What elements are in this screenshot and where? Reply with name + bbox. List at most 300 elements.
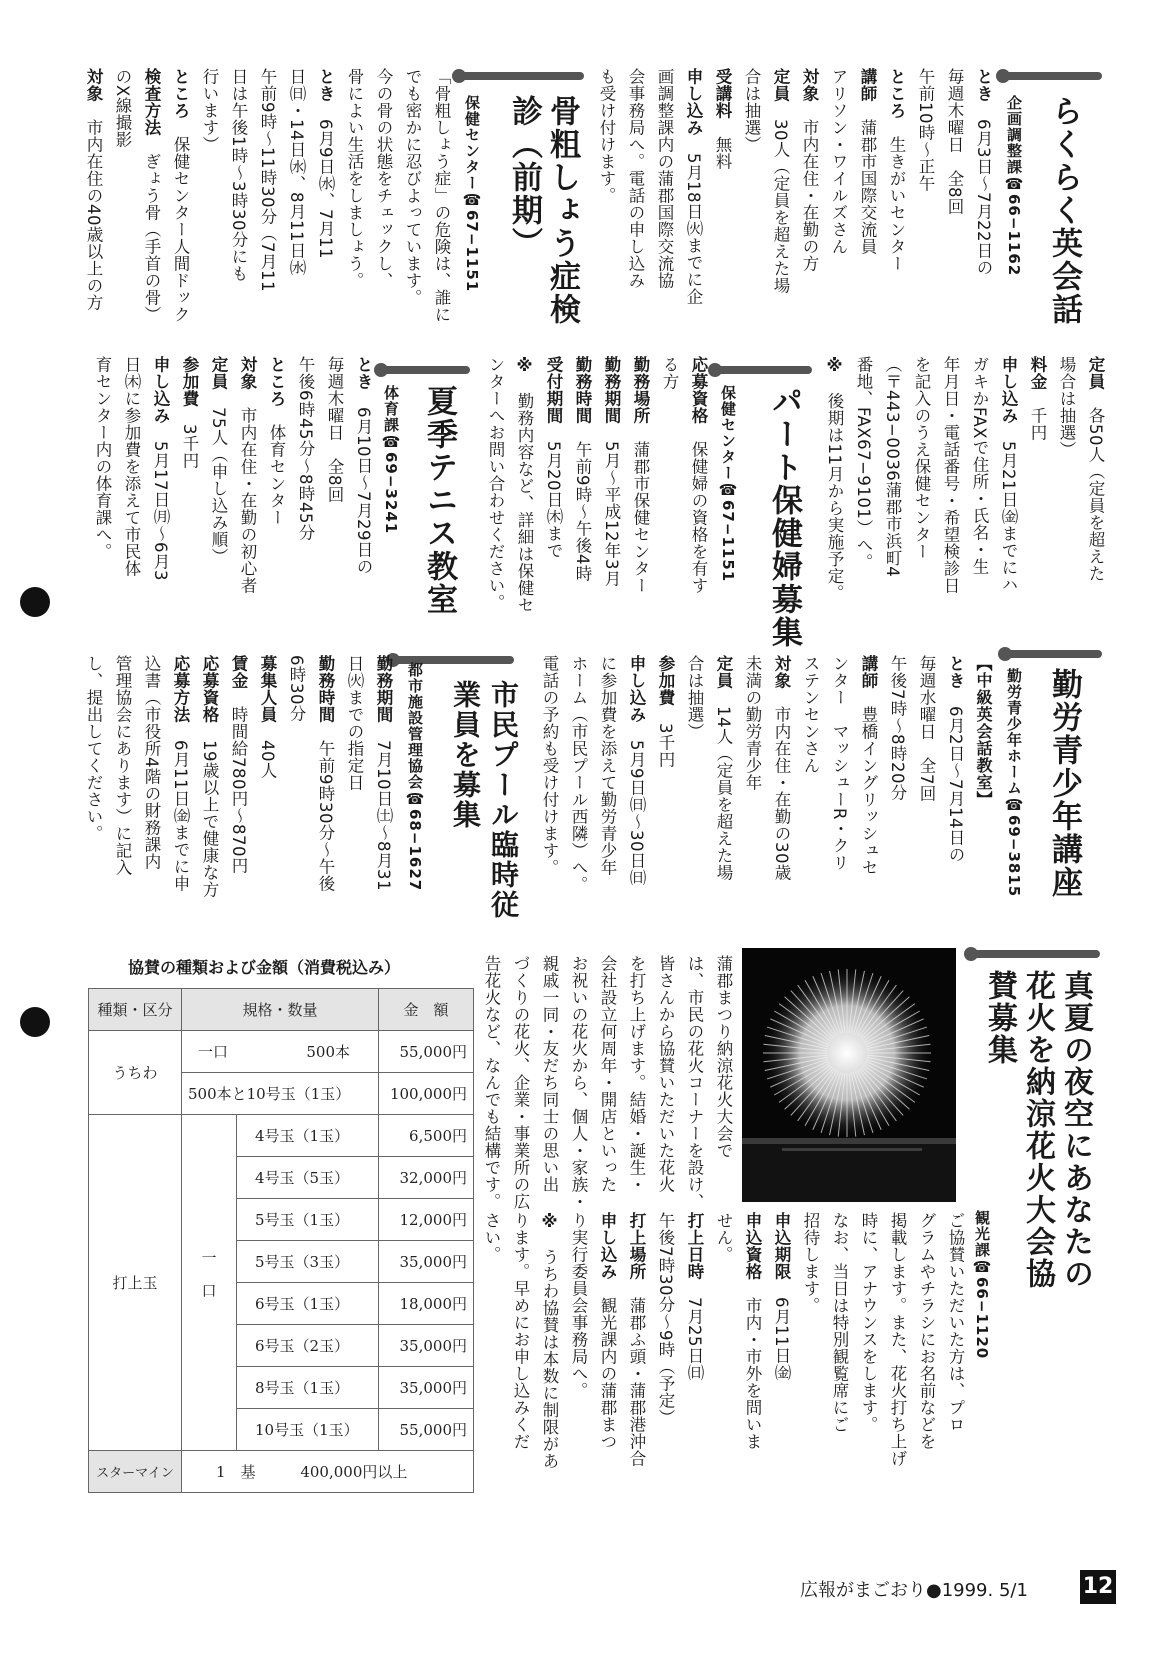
field-value: 市内在住・在勤の初心者 — [238, 407, 257, 594]
fee-cell-spec — [182, 1031, 379, 1073]
fee-spec: 4号玉（5玉） — [237, 1157, 379, 1199]
field-value: 市内在住・在勤の30歳 — [772, 706, 791, 881]
field-value: 午後6時45分〜8時45分 — [296, 356, 315, 541]
text-line — [709, 955, 738, 1215]
field-label: 対象 — [772, 655, 791, 689]
fireworks-photo — [742, 948, 956, 1202]
field-value: 今の骨の状態をチェックし、 — [374, 68, 393, 289]
fee-spec: 10号玉（1玉） — [237, 1409, 379, 1451]
text-line — [708, 68, 737, 350]
field-value: （〒443−0036蒲郡市浜町4 — [883, 356, 902, 578]
field-value: は、市民の花火コーナーを設け、 — [685, 955, 704, 1210]
field-label: 応募方法 — [171, 655, 190, 723]
field-value: 7月10日㈯〜8月31 — [374, 740, 393, 891]
field-value: 電話の予約も受け付けます。 — [540, 655, 559, 876]
field-value: 市内在住の40歳以上の方 — [84, 119, 103, 311]
dept-eikaiwa: 企画調整課☎66−1162 — [1005, 95, 1023, 277]
field-label: 定員 — [209, 356, 228, 390]
fee-price: 35,000円 — [379, 1367, 474, 1409]
text-line — [291, 356, 320, 626]
field-value: 合は抽選） — [685, 655, 704, 740]
text-line — [622, 655, 651, 927]
text-line — [224, 655, 253, 927]
text-line — [510, 356, 539, 626]
body-kinro — [530, 655, 970, 927]
field-value: 40人 — [258, 740, 277, 779]
field-value: せん。 — [714, 1212, 733, 1263]
text-line — [564, 1212, 593, 1512]
field-value: ガキかFAXで住所・氏名・生 — [970, 356, 989, 576]
text-line — [195, 68, 224, 350]
field-value: アリソン・ワイルズさん — [829, 68, 848, 255]
field-label: 定員 — [714, 655, 733, 689]
text-line — [820, 356, 849, 626]
text-line — [80, 655, 108, 927]
text-line — [593, 1212, 622, 1512]
text-line — [340, 655, 369, 927]
field-value: 午後7時〜8時20分 — [888, 655, 907, 801]
field-value: 番地、FAX67−9101）へ。 — [854, 356, 873, 571]
field-label: 勤務時間 — [316, 655, 335, 723]
fee-starmine-qty: 1 基 — [216, 1463, 256, 1481]
fee-uchiwa-label: うちわ — [89, 1031, 182, 1115]
field-value: ります。早めにお申し込みくだ — [511, 1212, 530, 1450]
field-label: 対象 — [238, 356, 257, 390]
field-value: 日は午後1時〜3時30分にも — [229, 68, 248, 282]
text-line — [224, 68, 253, 350]
text-line — [941, 1212, 970, 1512]
field-label: 勤務時間 — [573, 356, 592, 424]
text-line — [738, 655, 767, 927]
text-line — [564, 955, 593, 1215]
field-value: る方 — [660, 356, 679, 390]
text-line — [535, 955, 564, 1215]
text-line — [878, 356, 907, 626]
field-value: 無料 — [713, 136, 732, 170]
text-line — [506, 1212, 535, 1512]
text-line — [262, 356, 291, 626]
text-line — [738, 1212, 767, 1512]
fee-price: 35,000円 — [379, 1325, 474, 1367]
field-label: 申し込み — [598, 1212, 617, 1280]
section-bar — [968, 950, 1100, 958]
text-line — [912, 655, 941, 927]
text-line — [849, 356, 878, 626]
field-value: 生きがいセンター — [887, 136, 906, 272]
dept-hokenfu: 保健センター☎67−1151 — [719, 385, 737, 583]
field-value: 3千円 — [180, 424, 199, 469]
field-label: ※ — [540, 1212, 559, 1232]
field-value: も受け付けます。 — [597, 68, 616, 204]
page-number: 12 — [1080, 1570, 1116, 1604]
text-line — [480, 955, 506, 1215]
field-value: ステンセンさん — [801, 655, 820, 774]
field-label: 勤務期間 — [374, 655, 393, 723]
text-line — [320, 356, 349, 626]
text-line — [737, 68, 766, 350]
field-label: ところ — [171, 68, 190, 119]
text-line — [825, 655, 854, 927]
fee-spec: 6号玉（1玉） — [237, 1283, 379, 1325]
field-value: 未満の勤労青少年 — [743, 655, 762, 791]
field-value: 合は抽選） — [742, 68, 761, 153]
text-line — [195, 655, 224, 927]
text-line — [427, 68, 456, 350]
field-label: ところ — [267, 356, 286, 407]
dept-tennis: 体育課☎69−3241 — [382, 385, 400, 535]
section-title-kotsuso: 骨粗しょう症検診（前期） — [506, 95, 580, 326]
fee-price: 35,000円 — [379, 1241, 474, 1283]
table-row — [89, 1115, 474, 1157]
text-line — [767, 655, 796, 927]
field-value: 6時30分 — [287, 655, 306, 722]
field-value: 体育センター — [267, 424, 286, 526]
field-label: 定員 — [771, 68, 790, 102]
field-label: とき — [354, 356, 373, 390]
text-line — [593, 955, 622, 1215]
dept-kinro: 勤労青少年ホーム☎69−3815 — [1005, 668, 1023, 898]
field-label: 定員 — [1086, 356, 1105, 390]
fee-hitokuchi-label: 一口 — [199, 1249, 218, 1316]
field-value: 午前9時30分〜午後 — [316, 740, 335, 892]
text-line — [253, 655, 282, 927]
field-label: 受講料 — [713, 68, 732, 119]
field-value: 保健センター人間ドック — [171, 136, 190, 323]
section-title-hokenfu: パート保健婦募集 — [766, 385, 802, 649]
field-label: 料金 — [1028, 356, 1047, 390]
field-label: ※ — [825, 356, 844, 376]
dept-kotsuso: 保健センター☎67−1151 — [463, 95, 481, 293]
text-line — [535, 655, 564, 927]
field-value: 画調整課内の蒲郡国際交流協 — [655, 68, 674, 289]
text-line — [481, 356, 510, 626]
field-label: 参加費 — [180, 356, 199, 407]
fee-header-type: 種類・区分 — [89, 989, 182, 1031]
field-value: を打ち上げます。結婚・誕生・ — [627, 955, 646, 1193]
field-value: 毎週木曜日 全8回 — [325, 356, 344, 503]
text-line — [684, 356, 713, 626]
fee-price: 32,000円 — [379, 1157, 474, 1199]
field-label: 受付期間 — [544, 356, 563, 424]
text-line — [709, 1212, 738, 1512]
table-row — [89, 1451, 474, 1493]
text-line — [340, 68, 369, 350]
fee-price: 12,000円 — [379, 1199, 474, 1241]
field-value: お祝いの花火から、個人・家族・ — [569, 955, 588, 1210]
section-title-kinro: 勤労青少年講座 — [1046, 668, 1082, 899]
text-line — [80, 68, 108, 350]
text-line — [940, 68, 969, 350]
section-bar — [456, 72, 584, 80]
field-value: 行います） — [200, 68, 219, 153]
field-value: 年月日・電話番号・希望検診日 — [941, 356, 960, 594]
text-line — [349, 356, 378, 626]
field-value: うちわ協賛は本数に制限があ — [540, 1248, 559, 1470]
field-value: 75人（申し込み順） — [209, 407, 228, 565]
field-label: 打上日時 — [685, 1212, 704, 1280]
field-value: に参加費を添えて勤労青少年 — [598, 655, 617, 876]
fee-header-price: 金 額 — [379, 989, 474, 1031]
text-line — [1023, 356, 1052, 626]
field-value: 掲載します。また、花火打ち上げ — [888, 1212, 907, 1467]
field-value: 会事務局へ。電話の申し込み — [626, 68, 645, 289]
field-label: 申し込み — [999, 356, 1018, 424]
fee-spec: 5号玉（1玉） — [237, 1199, 379, 1241]
field-label: 打上場所 — [627, 1212, 646, 1280]
text-line — [994, 356, 1023, 626]
field-value: 親戚一同・友だち同士の思い出 — [540, 955, 559, 1193]
field-value: 蒲郡まつり納涼花火大会で — [714, 955, 733, 1159]
fee-spec: 4号玉（1玉） — [237, 1115, 379, 1157]
text-line — [680, 655, 709, 927]
text-line — [651, 955, 680, 1215]
text-line — [767, 1212, 796, 1512]
field-value: 「骨粗しょう症」の危険は、誰に — [432, 68, 451, 323]
field-label: 応募資格 — [200, 655, 219, 723]
field-label: 対象 — [800, 68, 819, 102]
field-value: ぎょう骨（手首の骨） — [142, 153, 161, 323]
text-line — [795, 68, 824, 350]
field-value: 市内・市外を問いま — [743, 1297, 762, 1450]
text-line — [166, 655, 195, 927]
text-line — [883, 1212, 912, 1512]
text-line — [651, 655, 680, 927]
text-line — [853, 68, 882, 350]
fee-table — [88, 988, 474, 1493]
text-line — [311, 655, 340, 927]
field-label: 申し込み — [151, 356, 170, 424]
fee-price: 55,000円 — [379, 1409, 474, 1451]
text-line — [626, 356, 655, 626]
text-line — [796, 655, 825, 927]
text-line — [882, 68, 911, 350]
field-value: 6月11日㈮ — [772, 1297, 791, 1381]
text-line — [480, 1212, 506, 1512]
field-value: し、提出してください。 — [84, 655, 103, 842]
field-value: 14人（定員を超えた場 — [714, 706, 733, 881]
fee-starmine-label: スターマイン — [89, 1451, 182, 1493]
field-label: 講師 — [859, 655, 878, 689]
fee-starmine-cell — [182, 1451, 474, 1493]
field-value: 招待します。 — [801, 1212, 820, 1314]
text-line — [622, 1212, 651, 1512]
text-line — [398, 68, 427, 350]
field-value: 骨によい生活をしましょう。 — [345, 68, 364, 289]
dept-pool: 都市施設管理協会☎68−1627 — [406, 662, 424, 892]
body-kotsuso-cont — [820, 356, 1110, 626]
field-label: 対象 — [84, 68, 103, 102]
field-value: 育センター内の体育課へ。 — [93, 356, 112, 560]
body-pool — [80, 655, 398, 927]
fee-price: 18,000円 — [379, 1283, 474, 1325]
text-line — [766, 68, 795, 350]
text-line — [941, 655, 970, 927]
fee-spec: 一口 — [198, 1043, 229, 1061]
field-value: のX線撮影 — [113, 68, 132, 148]
text-line — [175, 356, 204, 626]
field-label: 申し込み — [627, 655, 646, 723]
field-label: 賃金 — [229, 655, 248, 689]
field-label: とき — [946, 655, 965, 689]
field-value: 毎週木曜日 全8回 — [945, 68, 964, 215]
field-value: 5月17日㈪〜6月3 — [151, 441, 170, 581]
field-label: ところ — [887, 68, 906, 119]
text-line — [137, 68, 166, 350]
section-bar — [1000, 72, 1102, 80]
field-value: 19歳以上で健康な方 — [200, 740, 219, 898]
field-value: 場合は抽選） — [1057, 356, 1076, 458]
section-title-eikaiwa: らくらく英会話 — [1046, 95, 1082, 326]
field-value: 毎週水曜日 全7回 — [917, 655, 936, 802]
text-line — [680, 1212, 709, 1512]
text-line — [117, 356, 146, 626]
body-hanabi-intro — [480, 955, 738, 1215]
text-line — [535, 1212, 564, 1512]
field-value: 午後7時30分〜9時（予定） — [656, 1212, 675, 1426]
text-line — [912, 1212, 941, 1512]
text-line — [824, 68, 853, 350]
field-value: 蒲郡市国際交流員 — [858, 119, 877, 255]
field-value: 午前9時〜午後4時 — [573, 441, 592, 582]
field-value: づくりの花火、企業・事業所の広 — [511, 955, 530, 1210]
text-line — [311, 68, 340, 350]
text-line — [282, 68, 311, 350]
field-value: 蒲郡市保健センター — [631, 441, 650, 594]
field-value: 3千円 — [656, 723, 675, 768]
text-line — [369, 68, 398, 350]
text-line — [253, 68, 282, 350]
fee-table-caption: 協賛の種類および金額（消費税込み） — [128, 958, 401, 977]
field-value: 午前9時〜11時30分（7月11 — [258, 68, 277, 292]
field-value: 豊橋イングリッシュセ — [859, 706, 878, 876]
subtitle-kinro: 【中級英会話教室】 — [974, 655, 993, 808]
text-line — [796, 1212, 825, 1512]
dept-hanabi: 観光課☎66−1120 — [973, 1210, 991, 1360]
field-label: 応募資格 — [689, 356, 708, 424]
fee-spec: 8号玉（1玉） — [237, 1367, 379, 1409]
field-value: 30人（定員を超えた場 — [771, 119, 790, 294]
text-line — [650, 68, 679, 350]
field-value: 5月21日㈮までにハ — [999, 441, 1018, 593]
field-value: 午前10時〜正午 — [916, 68, 935, 192]
body-hanabi-details — [480, 1212, 970, 1512]
text-line — [907, 356, 936, 626]
field-value: 6月10日〜7月29日の — [354, 407, 373, 575]
text-line — [1052, 356, 1081, 626]
text-line — [655, 356, 684, 626]
field-label: とき — [316, 68, 335, 102]
field-label: 申込資格 — [743, 1212, 762, 1280]
field-value: 管理協会にあります）に記入 — [113, 655, 132, 876]
fee-qty: 500本 — [306, 1043, 350, 1061]
field-value: 会社設立何周年・開店といった — [598, 955, 617, 1193]
text-line — [233, 356, 262, 626]
text-line — [854, 1212, 883, 1512]
text-line — [621, 68, 650, 350]
section-title-hanabi: 真夏の夜空にあなたの花火を納涼花火大会協賛募集 — [982, 970, 1093, 1290]
text-line — [1081, 356, 1110, 626]
section-bar — [712, 366, 812, 374]
text-line — [506, 955, 535, 1215]
text-line — [825, 1212, 854, 1512]
field-value: 5月18日㈫までに企 — [684, 153, 703, 305]
fee-spec: 500本と10号玉（1玉） — [182, 1073, 379, 1115]
text-line — [854, 655, 883, 927]
field-value: を記入のうえ保健センター — [912, 356, 931, 560]
fee-price: 55,000円 — [379, 1031, 474, 1073]
text-line — [568, 356, 597, 626]
field-value: 5月〜平成12年3月 — [602, 441, 621, 587]
field-value: 観光課内の蒲郡まつ — [598, 1297, 617, 1450]
field-value: さい。 — [482, 1212, 501, 1263]
text-line — [597, 356, 626, 626]
binding-hole — [20, 587, 50, 617]
field-value: ンター マッシューR・クリ — [830, 655, 849, 871]
text-line — [680, 955, 709, 1215]
text-line — [593, 655, 622, 927]
field-value: り実行委員会事務局へ。 — [569, 1212, 588, 1399]
body-eikaiwa — [590, 68, 998, 350]
text-line — [592, 68, 621, 350]
field-value: 市内在住・在勤の方 — [800, 119, 819, 272]
text-line — [166, 68, 195, 350]
section-bar — [1002, 650, 1102, 658]
text-line — [88, 356, 117, 626]
field-value: ンターへお問い合わせください。 — [486, 356, 505, 611]
field-value: 日㈫までの指定日 — [345, 655, 364, 791]
field-value: 6月3日〜7月22日の — [974, 119, 993, 276]
text-line — [679, 68, 708, 350]
text-line — [137, 655, 166, 927]
field-label: ※ — [515, 356, 534, 376]
field-value: グラムやチラシにお名前などを — [917, 1212, 936, 1450]
body-tennis — [80, 356, 378, 626]
section-title-pool: 市民プール臨時従業員を募集 — [449, 680, 520, 920]
text-line — [204, 356, 233, 626]
field-label: 申込期限 — [772, 1212, 791, 1280]
field-value: 7月25日㈰ — [685, 1297, 704, 1381]
section-title-tennis: 夏季テニス教室 — [421, 385, 457, 616]
publication-footer: 広報がまごおり●1999. 5/1 — [800, 1580, 1028, 1601]
text-line — [651, 1212, 680, 1512]
text-line — [146, 356, 175, 626]
field-value: 各50人（定員を超えた — [1086, 407, 1105, 582]
field-label: 参加費 — [656, 655, 675, 706]
field-value: 5月20日㈭まで — [544, 441, 563, 559]
fireworks-image — [742, 948, 956, 1202]
field-value: 6月9日㈬、7月11 — [316, 119, 335, 259]
text-line — [564, 655, 593, 927]
field-value: 6月11日㈮までに申 — [171, 740, 190, 892]
text-line — [108, 655, 137, 927]
text-line — [911, 68, 940, 350]
fee-price: 6,500円 — [379, 1115, 474, 1157]
text-line — [622, 955, 651, 1215]
field-value: 込書（市役所4階の財務課内 — [142, 655, 161, 870]
table-row — [89, 1031, 474, 1073]
body-kotsuso — [80, 68, 456, 350]
field-value: でも密かに忍びよっています。 — [403, 68, 422, 306]
field-value: 蒲郡ふ頭・蒲郡港沖合 — [627, 1297, 646, 1467]
field-value: 日㈭に参加費を添えて市民体 — [122, 356, 141, 577]
field-value: 時に、アナウンスをします。 — [859, 1212, 878, 1433]
field-value: 保健婦の資格を有す — [689, 441, 708, 594]
fee-uchiage-label: 打上玉 — [89, 1115, 182, 1451]
text-line — [539, 356, 568, 626]
text-line — [709, 655, 738, 927]
field-value: 告花火など、なんでも結構です。 — [482, 955, 501, 1210]
text-line — [108, 68, 137, 350]
